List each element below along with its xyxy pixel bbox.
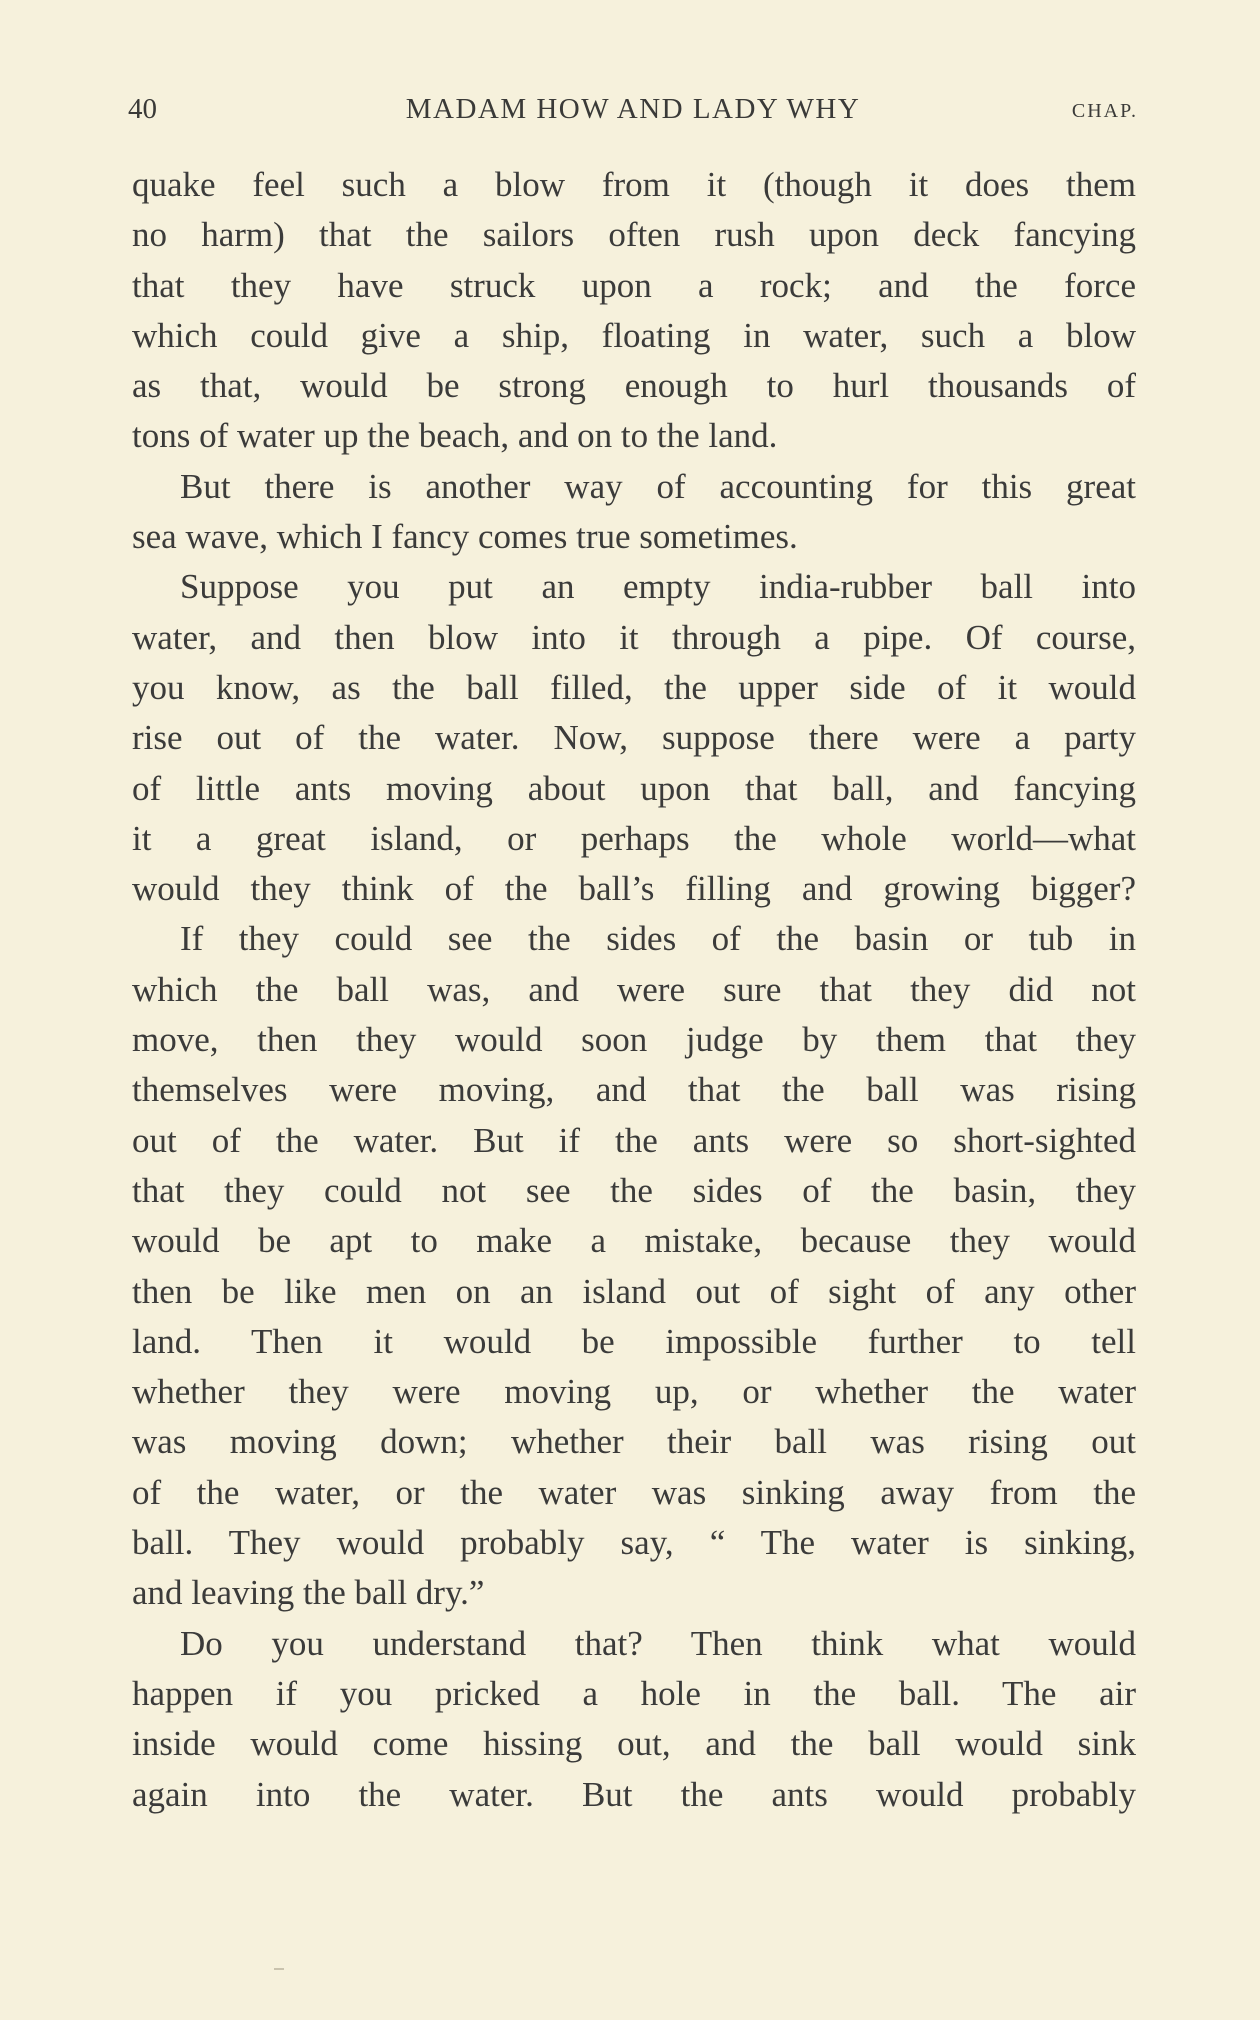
text-line: which could give a ship, floating in water, such a blow [132,315,1136,355]
text-line: would be apt to make a mistake, because they would [132,1221,1136,1261]
running-head [128,86,1138,132]
text-line: of the water, or the water was sinking away from the [132,1472,1136,1512]
text-line: no harm) that the sailors often rush upon deck fancying [132,215,1136,255]
text-line: quake feel such a blow from it (though it does them [132,165,1136,204]
text-line: would they think of the ball’s filling and growing bigger? [132,869,1136,909]
text-line: it a great island, or perhaps the whole world—what [132,818,1136,858]
text-line: which the ball was, and were sure that they did not [132,969,1136,1009]
text-line: Do you understand that? Then think what would [180,1623,1136,1663]
text-line: happen if you pricked a hole in the ball. The air [132,1673,1136,1713]
chapter-label: CHAP. [1071,100,1138,122]
text-line: inside would come hissing out, and the ball would sink [132,1724,1136,1764]
text-line: water, and then blow into it through a pipe. Of course, [132,617,1136,657]
text-line: Suppose you put an empty india-rubber ball into [180,567,1136,607]
text-line: then be like men on an island out of sight of any other [132,1271,1136,1311]
text-line: ball. They would probably say, “ The water is sinking, [132,1523,1136,1563]
text-line: that they could not see the sides of the basin, they [132,1170,1136,1210]
text-line: sea wave, which I fancy comes true sometimes. [132,517,798,557]
text-line: move, then they would soon judge by them that they [132,1020,1136,1060]
page-mark [274,1968,284,1970]
body-text [132,160,1136,1820]
text-line: But there is another way of accounting for this great [180,466,1136,506]
text-line: land. Then it would be impossible further to tell [132,1321,1136,1361]
text-line: whether they were moving up, or whether the water [132,1372,1136,1412]
text-line: that they have struck upon a rock; and the force [132,265,1136,305]
text-line: you know, as the ball filled, the upper side of it would [132,667,1136,707]
text-line: of little ants moving about upon that ball, and fancying [132,768,1136,808]
text-line: and leaving the ball dry.” [132,1573,485,1613]
text-line: If they could see the sides of the basin or tub in [180,919,1136,959]
text-line: was moving down; whether their ball was rising out [132,1422,1136,1462]
text-line: themselves were moving, and that the ball was rising [132,1070,1136,1110]
text-line: tons of water up the beach, and on to the land. [132,416,778,456]
text-line: out of the water. But if the ants were so short-sighted [132,1120,1136,1160]
book-title: MADAM HOW AND LADY WHY [405,93,861,125]
text-line: again into the water. But the ants would probably [132,1774,1136,1814]
page-number: 40 [128,93,157,125]
text-line: rise out of the water. Now, suppose there were a party [132,718,1136,758]
text-line: as that, would be strong enough to hurl thousands of [132,366,1136,406]
